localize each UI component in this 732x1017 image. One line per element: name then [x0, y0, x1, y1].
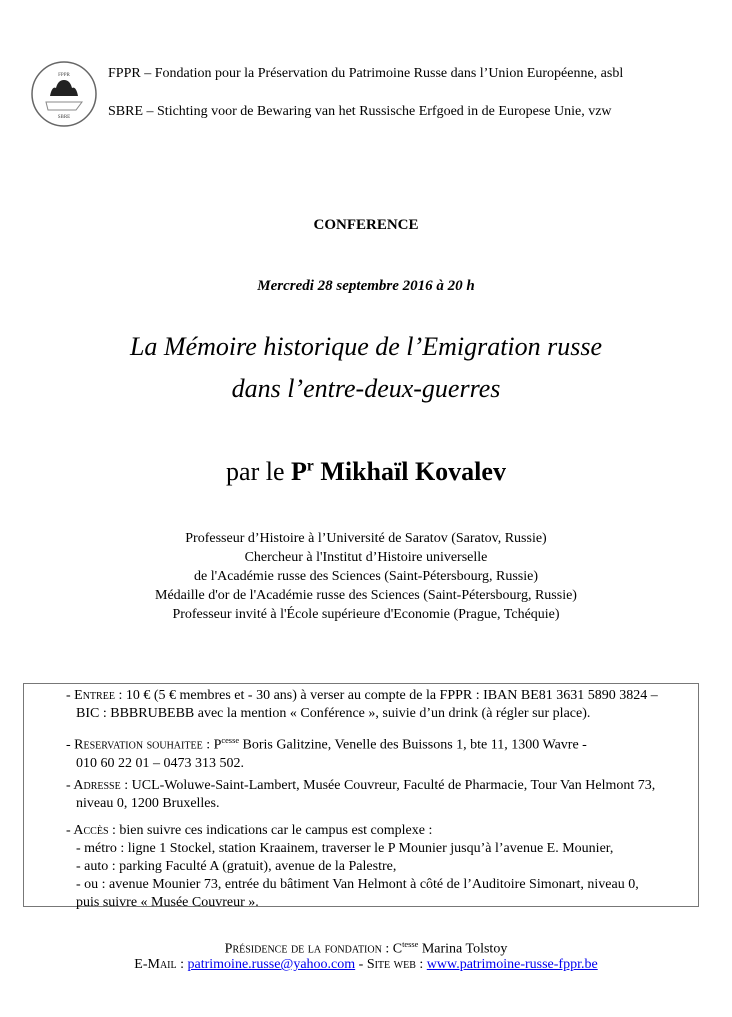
info-entree [66, 687, 658, 723]
info-text: - ou : avenue Mounier 73, entrée du bâtiment Van Helmont à côté de l’Auditoire Simonart, niveau 0, [76, 877, 639, 892]
footer-label: E-Mail [134, 957, 177, 972]
info-text: 010 60 22 01 – 0473 313 502. [76, 755, 244, 771]
info-label: - Entree [66, 688, 115, 703]
foundation-logo [30, 60, 98, 128]
email-link[interactable]: patrimoine.russe@yahoo.com [187, 957, 356, 972]
info-adresse [66, 777, 655, 813]
info-reservation [66, 732, 587, 773]
svg-text:SBRE: SBRE [57, 115, 71, 120]
event-type: CONFERENCE [313, 217, 419, 233]
footer-label: Présidence de la fondation [224, 941, 382, 957]
speaker-prefix: par le [226, 457, 292, 486]
info-text: : UCL-Woluwe-Saint-Lambert, Musée Couvreur, Faculté de Pharmacie, Tour Van Helmont 73, [120, 778, 656, 793]
event-title-line2: dans l’entre-deux-guerres [231, 374, 501, 403]
info-text: : bien suivre ces indications car le campus est complexe : [108, 823, 433, 838]
info-acces [66, 822, 639, 912]
event-title-line1: La Mémoire historique de l’Emigration russe [129, 332, 603, 361]
footer-text: : [176, 957, 188, 972]
svg-text:FPPR: FPPR [58, 73, 70, 78]
credential: Chercheur à l'Institut d’Histoire universelle [244, 550, 488, 565]
info-label: - Adresse [66, 778, 121, 793]
speaker-title-sup: r [306, 457, 314, 475]
credential: Professeur d’Histoire à l’Université de Saratov (Saratov, Russie) [185, 531, 547, 546]
speaker-name: Mikhaïl Kovalev [313, 457, 506, 486]
footer-sup: tesse [402, 940, 419, 949]
info-text: - auto : parking Faculté A (gratuit), avenue de la Palestre, [76, 859, 397, 874]
header-line-sbre: SBRE – Stichting voor de Bewaring van het Russische Erfgoed in de Europese Unie, vzw [108, 104, 612, 119]
info-text: : 10 € (5 € membres et - 30 ans) à verser au compte de la FPPR : IBAN BE81 3631 5890 3824 – [114, 688, 658, 703]
info-label: - Accès [66, 823, 109, 838]
speaker-credentials [0, 529, 732, 624]
info-label: - Reservation souhaitee [66, 737, 203, 753]
footer-text: : [415, 957, 427, 972]
footer-label: - Site web [355, 957, 416, 972]
info-sup: cesse [221, 736, 240, 745]
footer-text: : C [381, 941, 403, 957]
event-date: Mercredi 28 septembre 2016 à 20 h [257, 278, 475, 294]
info-text: : P [202, 737, 222, 753]
credential: Médaille d'or de l'Académie russe des Sciences (Saint-Pétersbourg, Russie) [155, 588, 577, 603]
info-text: niveau 0, 1200 Bruxelles. [76, 796, 220, 811]
website-link[interactable]: www.patrimoine-russe-fppr.be [426, 957, 598, 972]
credential: Professeur invité à l'École supérieure d'Economie (Prague, Tchéquie) [172, 607, 560, 622]
info-text: BIC : BBBRUBEBB avec la mention « Conférence », suivie d’un drink (à régler sur place). [76, 706, 591, 721]
info-text: Boris Galitzine, Venelle des Buissons 1, bte 11, 1300 Wavre - [239, 737, 587, 753]
president-name: Marina Tolstoy [418, 941, 508, 957]
info-text: - métro : ligne 1 Stockel, station Kraainem, traverser le P Mounier jusqu’à l’avenue E. Mounier, [76, 841, 614, 856]
credential: de l'Académie russe des Sciences (Saint-Pétersbourg, Russie) [193, 569, 538, 584]
speaker [0, 457, 732, 487]
footer-contact [0, 957, 732, 973]
info-text: puis suivre « Musée Couvreur ». [76, 895, 259, 910]
speaker-title: P [291, 457, 307, 486]
practical-info-box [23, 683, 699, 910]
header-line-fppr: FPPR – Fondation pour la Préservation du Patrimoine Russe dans l’Union Européenne, asbl [108, 66, 624, 81]
footer-presidence [0, 940, 732, 958]
